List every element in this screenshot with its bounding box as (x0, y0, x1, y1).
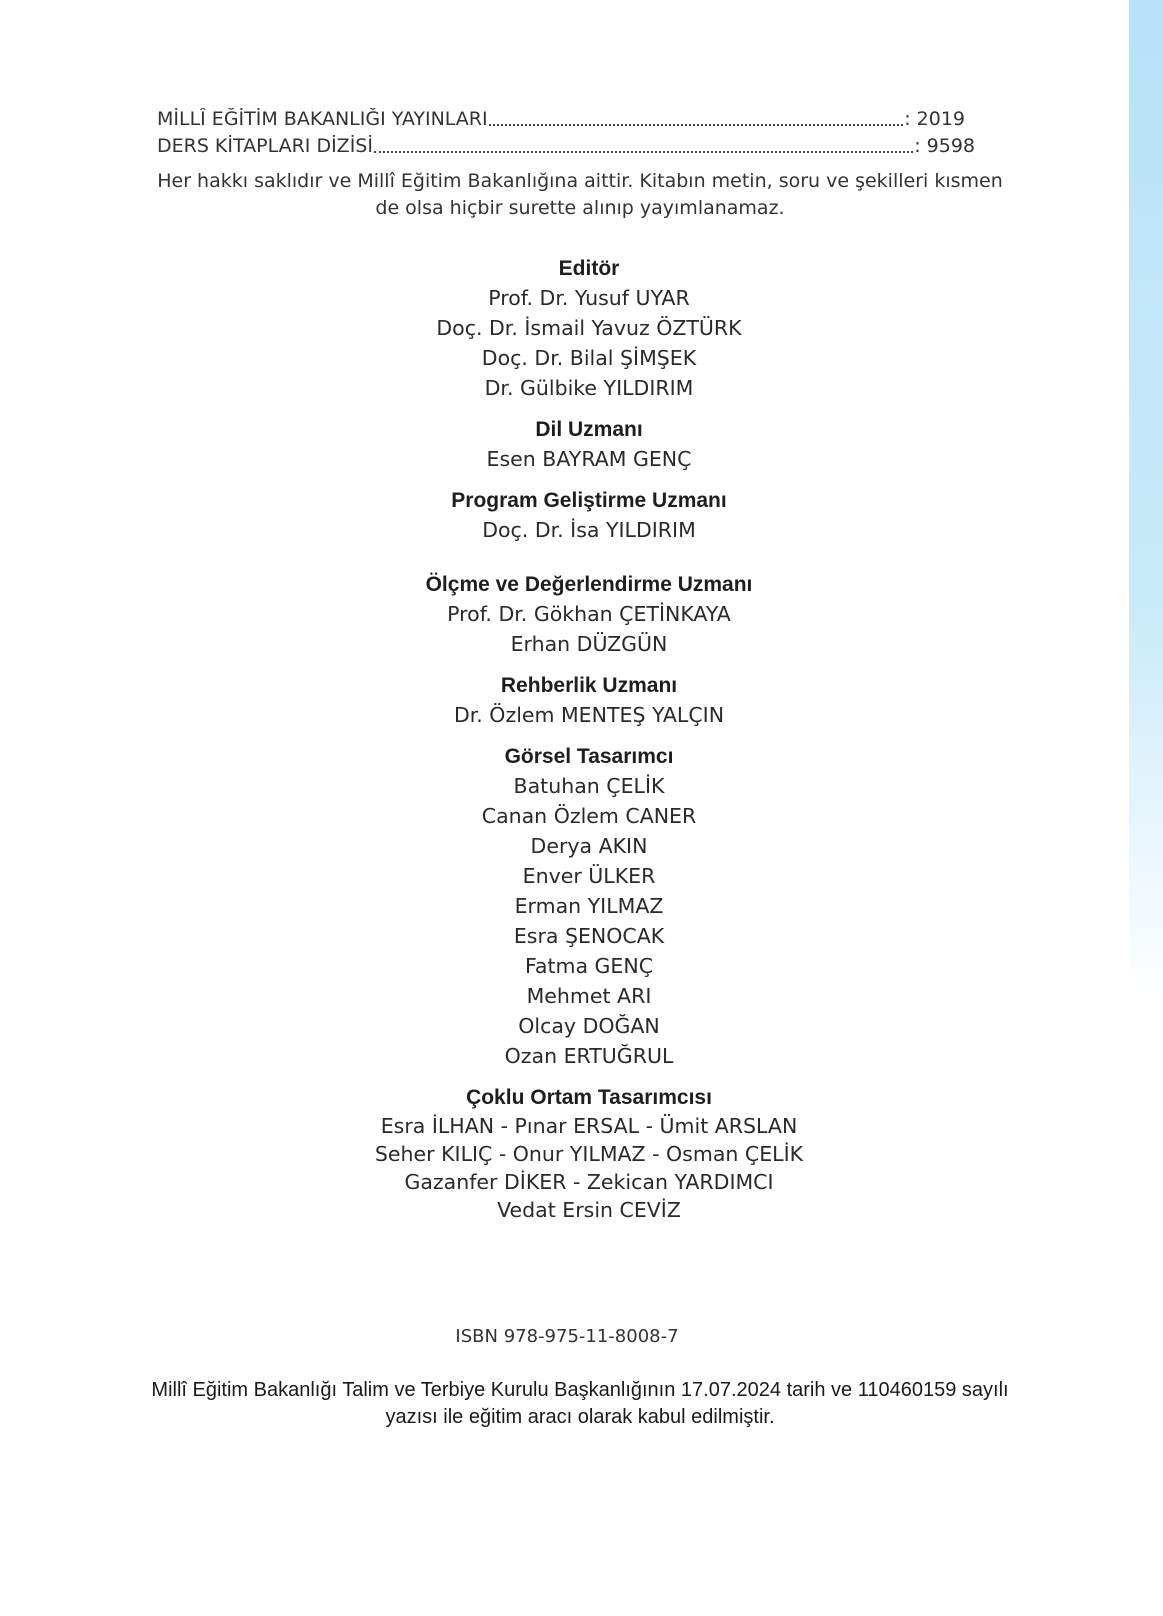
credit-role-title: Program Geliştirme Uzmanı (451, 489, 727, 512)
isbn-number: ISBN 978-975-11-8008-7 (455, 1326, 679, 1347)
publisher-series-label: MİLLÎ EĞİTİM BAKANLIĞI YAYINLARI (157, 108, 488, 130)
credit-section (0, 416, 1163, 474)
credit-person-name: Batuhan ÇELİK (513, 774, 665, 798)
credit-role-title: Görsel Tasarımcı (504, 745, 674, 768)
credit-person-name: Vedat Ersin CEVİZ (497, 1198, 681, 1222)
credit-person-name: Seher KILIÇ - Onur YILMAZ - Osman ÇELİK (374, 1142, 804, 1166)
credit-section (0, 672, 1163, 730)
credit-person-name: Esra İLHAN - Pınar ERSAL - Ümit ARSLAN (380, 1114, 798, 1138)
textbook-series-number: : 9598 (914, 135, 975, 157)
credit-section (0, 1084, 1163, 1224)
credit-section (0, 255, 1163, 403)
credit-person-name: Doç. Dr. Bilal ŞİMŞEK (481, 346, 697, 370)
credit-person-name: Ozan ERTUĞRUL (504, 1044, 674, 1068)
credit-person-name: Mehmet ARI (526, 984, 652, 1008)
credits-list (0, 255, 1163, 1237)
credit-section (0, 571, 1163, 659)
credit-person-name: Doç. Dr. İsa YILDIRIM (482, 518, 696, 542)
approval-notice: Millî Eğitim Bakanlığı Talim ve Terbiye Kurulu Başkanlığının 17.07.2024 tarih ve 110460159 sayılı yazısı ile eğitim aracı olarak kabul edilmiştir. (151, 1379, 1009, 1428)
textbook-series-line (157, 135, 975, 157)
textbook-series-label: DERS KİTAPLARI DİZİSİ (157, 135, 373, 157)
credit-person-name: Erman YILMAZ (514, 894, 664, 918)
credit-person-name: Prof. Dr. Yusuf UYAR (488, 286, 690, 310)
publisher-series-line (157, 108, 965, 130)
credit-role-title: Dil Uzmanı (535, 418, 643, 441)
credit-person-name: Doç. Dr. İsmail Yavuz ÖZTÜRK (436, 316, 742, 340)
credit-section (0, 487, 1163, 545)
credit-person-name: Esen BAYRAM GENÇ (486, 447, 692, 471)
credit-person-name: Enver ÜLKER (522, 864, 656, 888)
credit-person-name: Erhan DÜZGÜN (510, 632, 668, 656)
credit-person-name: Derya AKIN (530, 834, 648, 858)
copyright-notice: Her hakkı saklıdır ve Millî Eğitim Bakanlığına aittir. Kitabın metin, soru ve şekilleri kısmen de olsa hiçbir surette alınıp yayımlanamaz. (157, 170, 1003, 219)
credit-role-title: Editör (558, 257, 620, 280)
credit-role-title: Çoklu Ortam Tasarımcısı (466, 1086, 712, 1109)
credit-role-title: Ölçme ve Değerlendirme Uzmanı (425, 573, 753, 596)
credit-person-name: Olcay DOĞAN (518, 1014, 660, 1038)
credit-person-name: Dr. Gülbike YILDIRIM (484, 376, 694, 400)
credit-section (0, 743, 1163, 1071)
dot-leader (489, 124, 904, 126)
credit-person-name: Fatma GENÇ (524, 954, 654, 978)
credit-person-name: Dr. Özlem MENTEŞ YALÇIN (453, 703, 725, 727)
credit-person-name: Prof. Dr. Gökhan ÇETİNKAYA (447, 602, 731, 626)
credit-person-name: Esra ŞENOCAK (513, 924, 665, 948)
dot-leader (374, 151, 913, 153)
credit-person-name: Gazanfer DİKER - Zekican YARDIMCI (404, 1170, 774, 1194)
credit-role-title: Rehberlik Uzmanı (500, 674, 678, 697)
publisher-series-number: : 2019 (904, 108, 965, 130)
credit-person-name: Canan Özlem CANER (481, 804, 697, 828)
